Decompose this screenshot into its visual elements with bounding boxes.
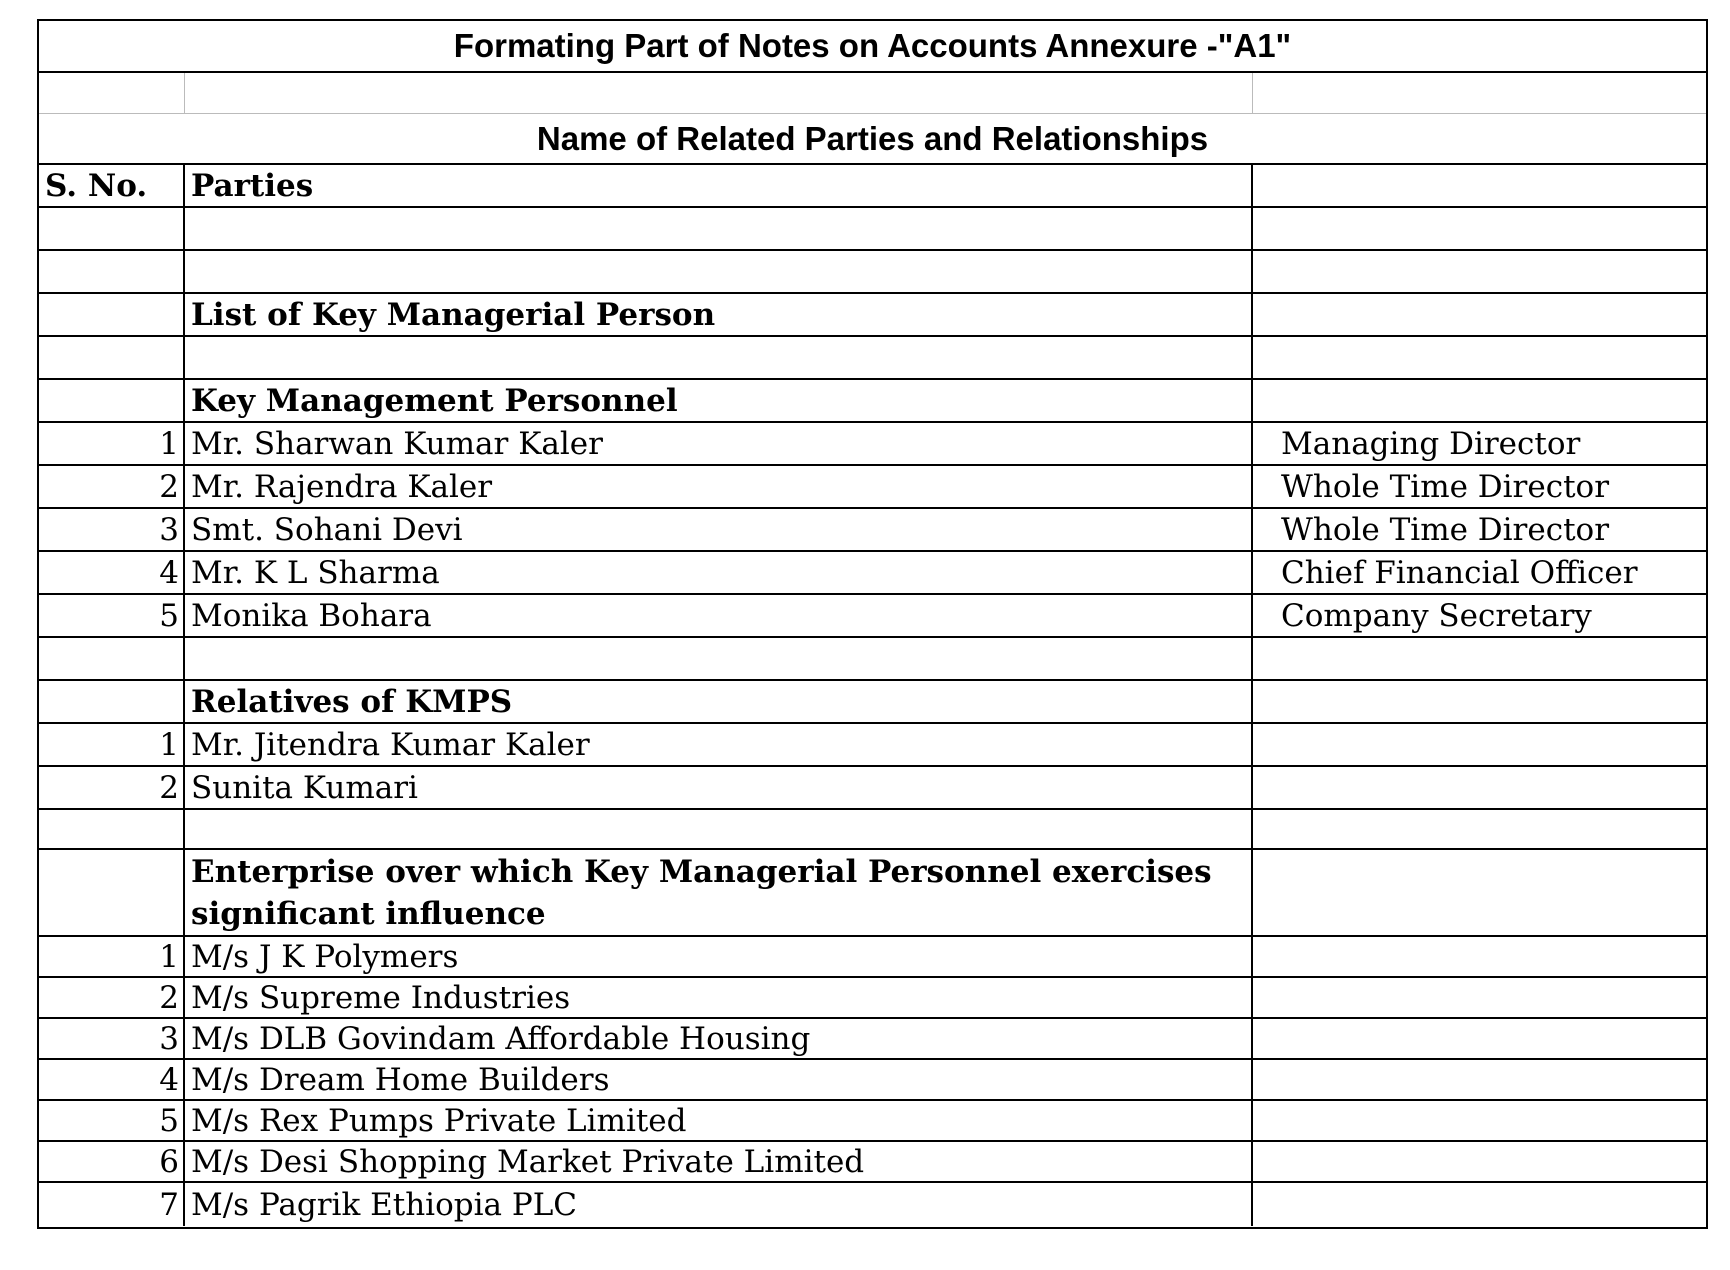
serial-number: 3 [39, 509, 185, 550]
cell-empty [185, 638, 1253, 679]
serial-number: 4 [39, 1060, 185, 1099]
cell-empty [1253, 850, 1706, 935]
header-row [39, 165, 1706, 208]
cell-empty [1253, 1142, 1706, 1181]
cell-empty [39, 810, 185, 848]
party-name: M/s J K Polymers [185, 937, 1253, 976]
section-row [39, 850, 1706, 937]
cell-empty [1253, 978, 1706, 1017]
cell-empty [39, 380, 185, 421]
table-row [39, 1183, 1706, 1226]
table-row [39, 978, 1706, 1019]
serial-number: 5 [39, 1101, 185, 1140]
cell-empty [1253, 294, 1706, 335]
subtitle-row [39, 114, 1706, 165]
table-row [39, 937, 1706, 978]
cell-empty [185, 208, 1253, 249]
serial-number: 5 [39, 595, 185, 636]
serial-number: 2 [39, 978, 185, 1017]
empty-row [39, 337, 1706, 380]
cell-empty [1253, 251, 1706, 292]
party-name: Mr. Sharwan Kumar Kaler [185, 423, 1253, 464]
cell-empty [1253, 380, 1706, 421]
title-row [39, 21, 1706, 73]
cell-empty [39, 73, 185, 113]
related-parties-table [37, 19, 1708, 1229]
document-subtitle: Name of Related Parties and Relationships [536, 119, 1209, 157]
cell-empty [39, 337, 185, 378]
cell-empty [1253, 638, 1706, 679]
party-name: M/s DLB Govindam Affordable Housing [185, 1019, 1253, 1058]
empty-row [39, 73, 1706, 114]
cell-empty [185, 251, 1253, 292]
cell-empty [1253, 73, 1706, 113]
serial-number: 2 [39, 466, 185, 507]
cell-empty [1253, 767, 1706, 808]
cell-empty [1253, 810, 1706, 848]
cell-empty [39, 251, 185, 292]
serial-number: 6 [39, 1142, 185, 1181]
section-row [39, 294, 1706, 337]
table-row [39, 552, 1706, 595]
table-row [39, 595, 1706, 638]
cell-empty [185, 73, 1253, 113]
party-role: Managing Director [1281, 425, 1581, 462]
empty-row [39, 251, 1706, 294]
serial-number: 1 [39, 423, 185, 464]
party-name: Smt. Sohani Devi [185, 509, 1253, 550]
party-role: Chief Financial Officer [1281, 554, 1638, 591]
serial-number: 3 [39, 1019, 185, 1058]
cell-empty [1253, 208, 1706, 249]
empty-row [39, 810, 1706, 850]
party-name: M/s Desi Shopping Market Private Limited [185, 1142, 1253, 1181]
section-heading-kmp: Key Management Personnel [185, 380, 1253, 421]
party-name: M/s Supreme Industries [185, 978, 1253, 1017]
cell-empty [1253, 1183, 1706, 1226]
table-row [39, 466, 1706, 509]
serial-number: 4 [39, 552, 185, 593]
party-role: Company Secretary [1281, 597, 1592, 634]
section-heading-relatives: Relatives of KMPS [185, 681, 1253, 722]
cell-empty [39, 681, 185, 722]
party-name: Mr. Jitendra Kumar Kaler [185, 724, 1253, 765]
cell-empty [1253, 1101, 1706, 1140]
serial-number: 1 [39, 937, 185, 976]
party-name: Monika Bohara [185, 595, 1253, 636]
party-role: Whole Time Director [1281, 468, 1610, 505]
serial-number: 2 [39, 767, 185, 808]
header-relationship [1253, 165, 1706, 206]
section-heading-enterprises: Enterprise over which Key Managerial Personnel exercises significant influence [185, 850, 1253, 935]
table-row [39, 1019, 1706, 1060]
cell-empty [1253, 337, 1706, 378]
party-name: M/s Rex Pumps Private Limited [185, 1101, 1253, 1140]
table-row [39, 509, 1706, 552]
party-name: Mr. Rajendra Kaler [185, 466, 1253, 507]
section-row [39, 380, 1706, 423]
cell-empty [1253, 1060, 1706, 1099]
party-name: Sunita Kumari [185, 767, 1253, 808]
table-row [39, 423, 1706, 466]
party-role: Whole Time Director [1281, 511, 1610, 548]
table-row [39, 1142, 1706, 1183]
table-row [39, 767, 1706, 810]
cell-empty [1253, 681, 1706, 722]
cell-empty [39, 208, 185, 249]
cell-empty [185, 337, 1253, 378]
header-sno: S. No. [39, 165, 185, 206]
serial-number: 7 [39, 1183, 185, 1226]
party-name: M/s Pagrik Ethiopia PLC [185, 1183, 1253, 1226]
table-row [39, 1060, 1706, 1101]
table-row [39, 1101, 1706, 1142]
serial-number: 1 [39, 724, 185, 765]
party-name: Mr. K L Sharma [185, 552, 1253, 593]
document-title: Formating Part of Notes on Accounts Annexure -"A1" [453, 27, 1292, 64]
cell-empty [1253, 937, 1706, 976]
empty-row [39, 208, 1706, 251]
header-parties: Parties [185, 165, 1253, 206]
cell-empty [39, 850, 185, 935]
cell-empty [39, 638, 185, 679]
cell-empty [1253, 1019, 1706, 1058]
party-name: M/s Dream Home Builders [185, 1060, 1253, 1099]
section-heading-list-kmp: List of Key Managerial Person [185, 294, 1253, 335]
cell-empty [39, 294, 185, 335]
section-row [39, 681, 1706, 724]
table-row [39, 724, 1706, 767]
cell-empty [185, 810, 1253, 848]
cell-empty [1253, 724, 1706, 765]
empty-row [39, 638, 1706, 681]
